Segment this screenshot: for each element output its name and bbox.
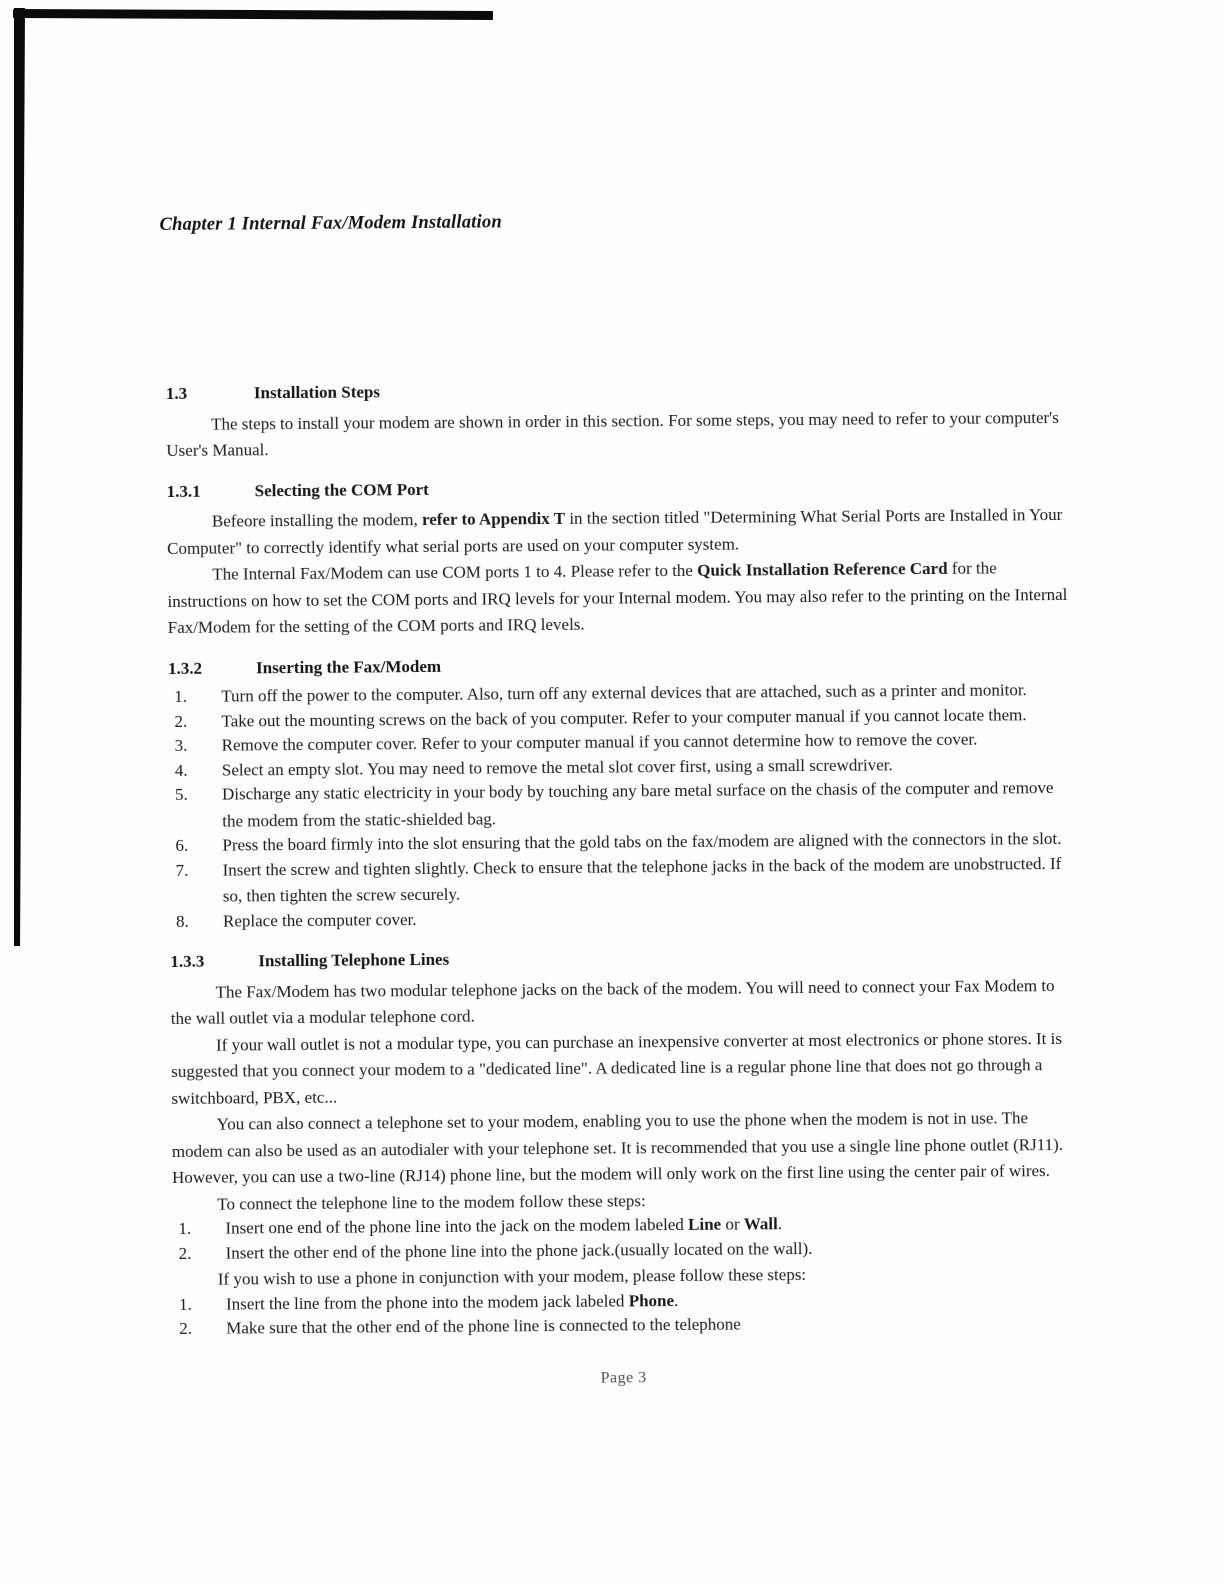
list-number: 6.: [175, 835, 189, 855]
text-run: Befeore installing the modem,: [211, 510, 423, 531]
section-heading-installing-telephone-lines: [170, 942, 1070, 976]
paragraph: You can also connect a telephone set to your modem, enabling you to use the phone when the modem is not in use. The modem can also be used as an autodialer with your telephone set. It is recommended that you use a single line phone outlet (RJ11). However, you can use a two-line (RJ14) phone line, but the modem will only work on the first line using the center pair of wires.: [171, 1108, 1064, 1187]
list-item: [173, 1309, 1073, 1343]
list-item-text: Discharge any static electricity in your body by touching any bare metal surface on the chasis of the computer and remove the modem from the static-shielded bag.: [221, 778, 1054, 831]
paragraph: [167, 555, 1068, 642]
paragraph: The steps to install your modem are shown in order in this section. For some steps, you may need to refer to your computer's User's Manual.: [166, 407, 1059, 461]
list-item-text: Replace the computer cover.: [222, 909, 417, 931]
list-number: 5.: [174, 784, 188, 804]
paragraph: To connect the telephone line to the modem follow these steps:: [217, 1190, 646, 1214]
text-run: The Internal Fax/Modem can use COM ports 1 to 4. Please refer to the: [212, 560, 698, 584]
paragraph: If your wall outlet is not a modular type, you can purchase an inexpensive converter at most electronics or phone stores. It is suggested that you connect your modem to a "dedicated line". A dedicated line is a regular phone line that does not go through a switchboard, PBX, etc...: [171, 1028, 1063, 1108]
list-number: 4.: [174, 760, 188, 780]
text-run-bold: Quick Installation Reference Card: [697, 558, 948, 580]
text-run: Insert the line from the phone into the modem jack labeled: [225, 1290, 629, 1314]
section-heading-inserting-fax-modem: [168, 648, 1068, 682]
text-run: or: [721, 1214, 744, 1234]
list-item-text: Insert the other end of the phone line into the phone jack.(usually located on the wall).: [225, 1238, 813, 1263]
chapter-heading: Chapter 1 Internal Fax/Modem Installation: [159, 212, 502, 236]
list-item-text: Take out the mounting screws on the back of you computer. Refer to your computer manual if you cannot locate them.: [221, 704, 1027, 731]
list-number: 1.: [178, 1294, 192, 1314]
text-run-bold: Line: [687, 1214, 722, 1234]
section-number: 1.3.1: [166, 481, 201, 501]
list-item-text: Remove the computer cover. Refer to your computer manual if you cannot determine how to remove the cover.: [221, 729, 978, 755]
list-item-text: Press the board firmly into the slot ensuring that the gold tabs on the fax/modem are aligned with the connectors in the slot.: [222, 828, 1062, 855]
scan-artifact-left-edge: [14, 8, 25, 946]
section-number: 1.3.2: [167, 658, 203, 678]
text-run: Insert one end of the phone line into the jack on the modem labeled: [225, 1214, 689, 1238]
paragraph: The Fax/Modem has two modular telephone jacks on the back of the modem. You will need to connect your Fax Modem to the wall outlet via a modular telephone cord.: [170, 975, 1055, 1028]
section-heading-selecting-com-port: [167, 471, 1067, 505]
section-heading-installation-steps: [166, 374, 1066, 408]
section-title: Selecting the COM Port: [254, 479, 429, 500]
section-number: 1.3: [165, 383, 188, 404]
text-run: in the section titled "Determining What Serial Ports are Installed in Your Computer" to correctly identify what serial ports are used on your computer system.: [167, 504, 1063, 558]
list-item-text: Make sure that the other end of the phone line is connected to the telephone: [226, 1314, 741, 1338]
section-title: Installing Telephone Lines: [258, 949, 450, 971]
section-number: 1.3.3: [170, 951, 205, 971]
text-run-bold: refer to Appendix T: [421, 508, 566, 530]
list-item-text: Select an empty slot. You may need to remove the metal slot cover first, using a small screwdriver.: [221, 754, 893, 780]
list-number: 1.: [174, 686, 188, 706]
paragraph: If you wish to use a phone in conjunction with your modem, please follow these steps:: [217, 1265, 807, 1289]
text-run: .: [673, 1290, 679, 1310]
list-number: 3.: [174, 735, 188, 755]
list-number: 2.: [178, 1243, 192, 1263]
list-number: 1.: [178, 1218, 192, 1238]
page-number: Page 3: [600, 1368, 647, 1387]
list-item-text: Turn off the power to the computer. Also, turn off any external devices that are attached, such as a printer and monitor.: [221, 680, 1027, 706]
text-run-bold: Wall: [743, 1214, 778, 1234]
list-number: 2.: [179, 1318, 193, 1338]
list-number: 8.: [175, 911, 189, 931]
text-run-bold: Phone: [628, 1290, 675, 1310]
text-run: for the instructions on how to set the COM ports and IRQ levels for your Internal modem. You may also refer to the printing on the Internal Fax/Modem for the setting of the COM ports and IRQ levels.: [167, 558, 1068, 638]
paragraph: [167, 502, 1067, 562]
section-title: Inserting the Fax/Modem: [255, 656, 442, 677]
list-item-text: Insert the screw and tighten slightly. Check to ensure that the telephone jacks in the back of the modem are unobstructed. If so, then tighten the screw securely.: [222, 853, 1062, 906]
text-run: .: [777, 1214, 783, 1234]
list-number: 2.: [174, 711, 188, 731]
page-content: [159, 0, 1074, 1390]
list-number: 7.: [175, 860, 189, 880]
section-title: Installation Steps: [253, 382, 381, 403]
list-item: [170, 901, 1070, 935]
